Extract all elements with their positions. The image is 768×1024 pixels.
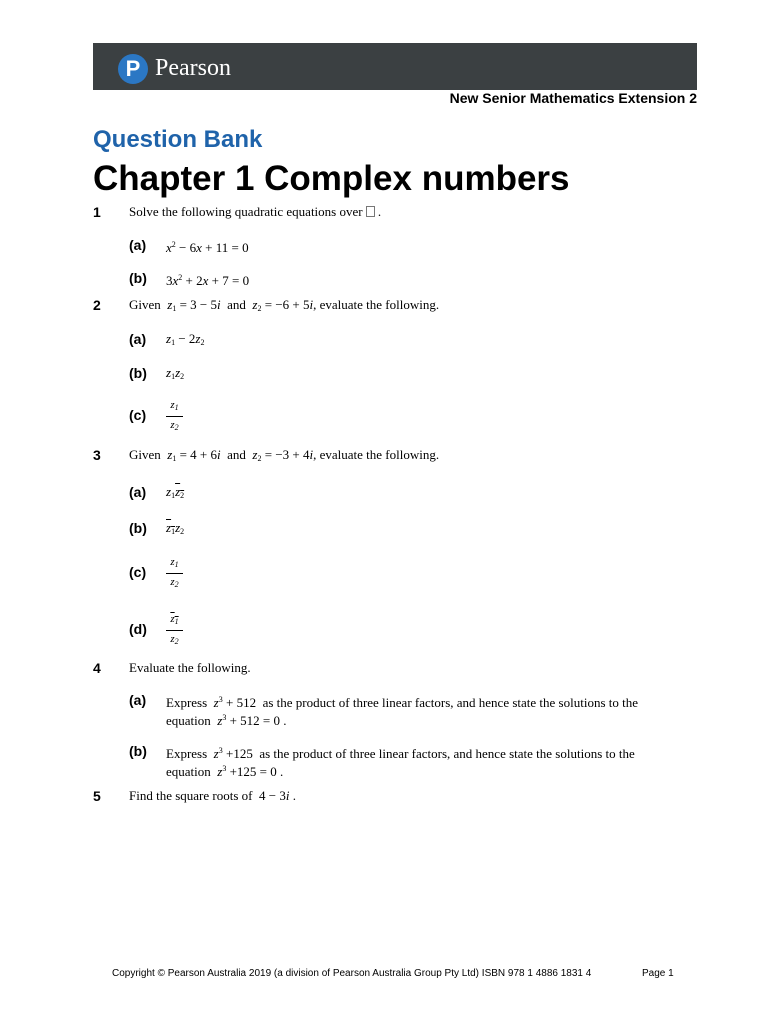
question-text: Evaluate the following. <box>129 660 251 675</box>
expression: $z_1 - 2z_2$ <box>166 331 205 347</box>
fraction: $z_1$ $z_2$ <box>166 613 183 648</box>
part-label: (c) <box>129 407 147 423</box>
complex-set-symbol-icon <box>366 206 375 217</box>
expression: $z_1z_2$ <box>166 484 185 500</box>
question-1-text: Solve the following quadratic equations over <box>129 204 363 219</box>
part-label: (a) <box>129 484 147 500</box>
expression: $z_1z_2$ <box>166 520 185 536</box>
question-text: Given $z_1 = 3 - 5i$ and $z_2 = -6 + 5i$, evaluate the following. <box>129 297 440 313</box>
question-part-text: Express $z^3 +125$ as the product of three linear factors, and hence state the solutions to the <box>166 746 635 761</box>
fraction: $z_1$ $z_2$ <box>166 399 183 434</box>
equation-word: equation <box>166 764 211 779</box>
question-number: 3 <box>93 447 101 463</box>
express-word: Express <box>166 695 208 710</box>
part-label: (b) <box>129 365 147 381</box>
equation-word: equation <box>166 713 211 728</box>
express-word: Express <box>166 746 208 761</box>
equation: $x^2 - 6x + 11 = 0$ <box>166 240 249 255</box>
question-tail: , evaluate the following. <box>313 297 440 312</box>
question-number: 5 <box>93 788 101 804</box>
instruction-text: as the product of three linear factors, and hence state the solutions to the <box>259 746 635 761</box>
and-word: and <box>227 297 246 312</box>
given-word: Given <box>129 297 161 312</box>
question-number: 2 <box>93 297 101 313</box>
given-word: Given <box>129 447 161 462</box>
part-label: (a) <box>129 237 147 253</box>
part-label: (b) <box>129 520 147 536</box>
question-text: Given $z_1 = 4 + 6i$ and $z_2 = -3 + 4i$, evaluate the following. <box>129 447 440 463</box>
question-tail: , evaluate the following. <box>313 447 440 462</box>
part-label: (a) <box>129 692 147 708</box>
page-number: Page 1 <box>642 968 674 979</box>
book-title: New Senior Mathematics Extension 2 <box>449 90 697 106</box>
and-word: and <box>227 447 246 462</box>
question-part-text: equation $z^3 +125 = 0$ . <box>166 764 284 779</box>
section-heading: Question Bank <box>93 126 263 153</box>
chapter-title: Chapter 1 Complex numbers <box>93 159 570 198</box>
part-label: (b) <box>129 270 147 286</box>
fraction: $z_1$ $z_2$ <box>166 556 183 591</box>
question-number: 4 <box>93 660 101 676</box>
part-label: (d) <box>129 621 147 637</box>
question-part-text: equation $z^3 + 512 = 0$ . <box>166 713 287 728</box>
question-part-text: Express $z^3 + 512$ as the product of three linear factors, and hence state the solutions to the <box>166 695 639 710</box>
question-number: 1 <box>93 204 101 220</box>
expression: $z_1z_2$ <box>166 365 185 381</box>
instruction-text: as the product of three linear factors, and hence state the solutions to the <box>262 695 639 710</box>
part-label: (c) <box>129 564 147 580</box>
pearson-logo-text: Pearson <box>155 55 231 81</box>
part-label: (b) <box>129 743 147 759</box>
pearson-logo-icon: P <box>118 54 148 84</box>
question-text: Solve the following quadratic equations over . <box>129 204 382 219</box>
copyright-footer: Copyright © Pearson Australia 2019 (a division of Pearson Australia Group Pty Ltd) ISBN 978 1 4886 1831 4 <box>112 968 592 979</box>
equation: $3x^2 + 2x + 7 = 0$ <box>166 273 250 288</box>
part-label: (a) <box>129 331 147 347</box>
question-text: Find the square roots of 4 − 3i . <box>129 788 296 803</box>
question-5-text: Find the square roots of <box>129 788 253 803</box>
